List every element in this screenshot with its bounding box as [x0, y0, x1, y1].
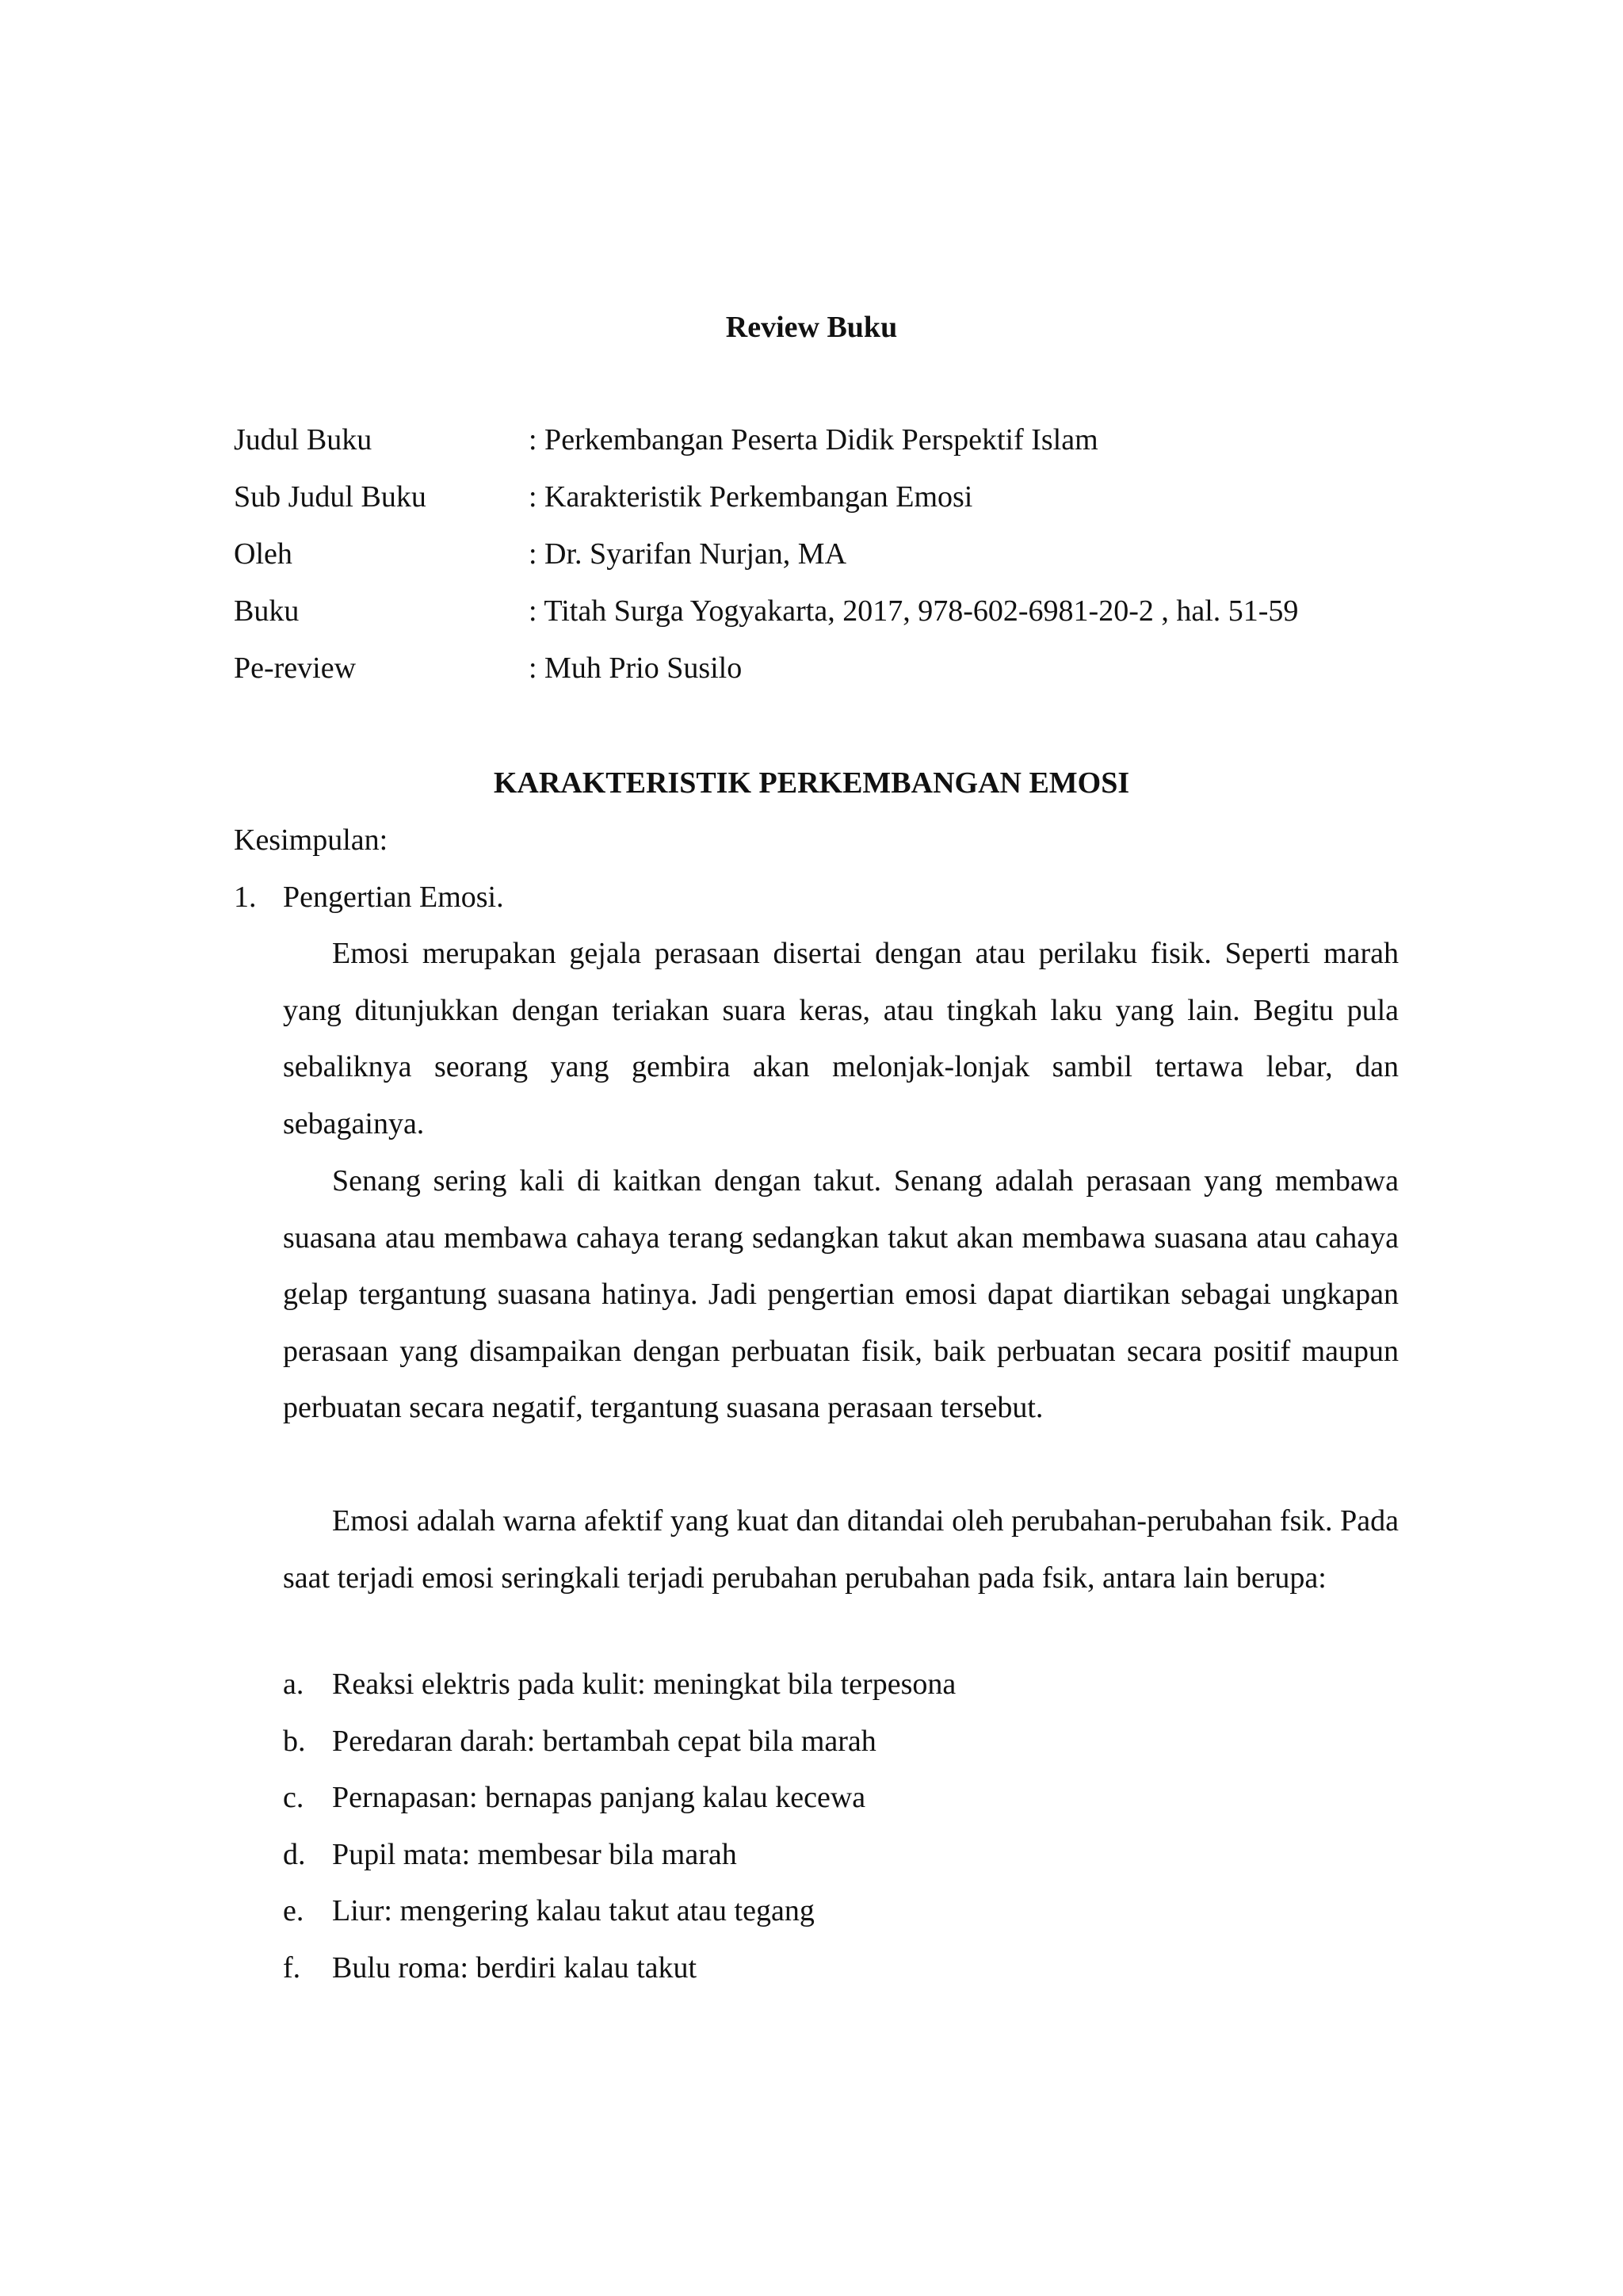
list-letter: a. — [283, 1668, 304, 1701]
numbered-point — [234, 877, 504, 917]
point-title: Pengertian Emosi. — [283, 881, 504, 914]
list-text: Pupil mata: membesar bila marah — [332, 1837, 737, 1871]
list-letter: b. — [283, 1724, 306, 1758]
list-text: Reaksi elektris pada kulit: meningkat bila terpesona — [332, 1668, 957, 1701]
metadata-row-pe-review — [234, 648, 1423, 705]
list-text: Bulu roma: berdiri kalau takut — [332, 1950, 697, 1985]
section-heading: KARAKTERISTIK PERKEMBANGAN EMOSI — [493, 766, 1130, 800]
physical-changes-list — [283, 1664, 1399, 2004]
point-number: 1. — [234, 881, 257, 914]
list-item — [283, 1835, 1399, 1892]
book-metadata — [234, 420, 1423, 705]
metadata-label: Pe-review — [234, 651, 357, 685]
list-item — [283, 1891, 1399, 1948]
paragraph: Emosi merupakan gejala perasaan disertai dengan atau perilaku fisik. Seperti marah yang ditunjukkan dengan teriakan suara keras, atau tingkah laku yang lain. Begitu pula sebaliknya seorang yang gembira akan melonjak-lonjak sambil tertawa lebar, dan sebagainya. — [283, 937, 1399, 1140]
metadata-value: : Perkembangan Peserta Didik Perspektif Islam — [529, 423, 1098, 457]
metadata-row-oleh — [234, 534, 1423, 591]
metadata-label: Judul Buku — [234, 423, 372, 457]
summary-label: Kesimpulan: — [234, 823, 388, 857]
metadata-label: Oleh — [234, 537, 292, 571]
metadata-row-buku — [234, 591, 1423, 648]
metadata-value: : Karakteristik Perkembangan Emosi — [529, 480, 973, 514]
list-letter: f. — [283, 1950, 301, 1985]
list-letter: d. — [283, 1837, 306, 1871]
list-text: Liur: mengering kalau takut atau tegang — [332, 1894, 815, 1927]
list-item — [283, 1948, 1399, 2005]
metadata-value: : Muh Prio Susilo — [529, 651, 743, 685]
list-letter: e. — [283, 1894, 304, 1927]
list-item — [283, 1721, 1399, 1778]
metadata-label: Sub Judul Buku — [234, 480, 426, 514]
paragraph: Senang sering kali di kaitkan dengan takut. Senang adalah perasaan yang membawa suasana atau membawa cahaya terang sedangkan takut akan membawa suasana atau cahaya gelap tergantung suasana hatinya. Jadi pengertian emosi dapat diartikan sebagai ungkapan perasaan yang disampaikan dengan perbuatan fisik, baik perbuatan secara positif maupun perbuatan secara negatif, tergantung suasana perasaan tersebut. — [283, 1164, 1399, 1424]
metadata-row-judul-buku — [234, 420, 1423, 477]
list-text: Pernapasan: bernapas panjang kalau kecewa — [332, 1781, 866, 1814]
metadata-row-sub-judul-buku — [234, 477, 1423, 534]
metadata-label: Buku — [234, 594, 300, 628]
page-title: Review Buku — [725, 311, 898, 344]
metadata-value: : Titah Surga Yogyakarta, 2017, 978-602-6981-20-2 , hal. 51-59 — [529, 594, 1299, 628]
list-item — [283, 1778, 1399, 1835]
list-text: Peredaran darah: bertambah cepat bila marah — [332, 1724, 876, 1758]
metadata-value: : Dr. Syarifan Nurjan, MA — [529, 537, 847, 571]
list-item — [283, 1664, 1399, 1721]
list-letter: c. — [283, 1781, 304, 1814]
paragraph: Emosi adalah warna afektif yang kuat dan ditandai oleh perubahan-perubahan fsik. Pada saat terjadi emosi seringkali terjadi perubahan perubahan pada fsik, antara lain berupa: — [283, 1504, 1399, 1595]
